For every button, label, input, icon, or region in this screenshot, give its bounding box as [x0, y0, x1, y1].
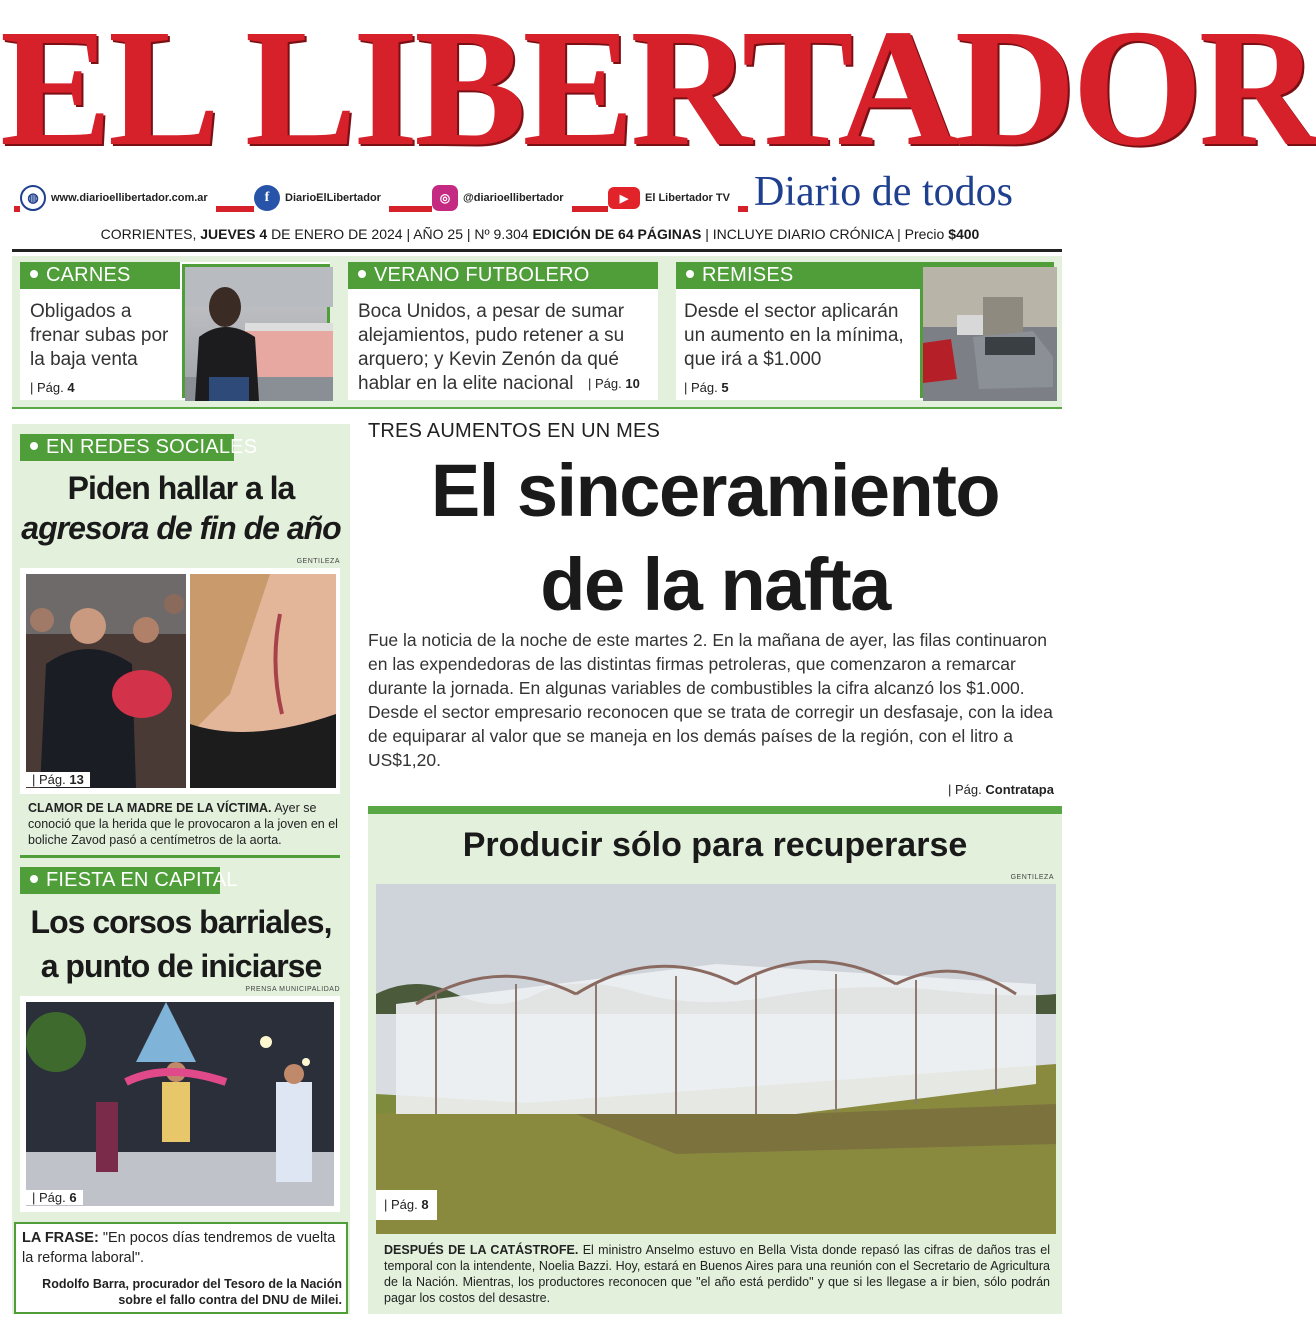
caption-lead: CLAMOR DE LA MADRE DE LA VÍCTIMA.: [28, 801, 272, 815]
masthead-title: EL LIBERTADOR: [0, 0, 1316, 181]
carnival-story-headline-line1: Los corsos barriales,: [30, 904, 332, 940]
left-divider: [20, 855, 340, 858]
carnival-scene: [26, 1002, 334, 1206]
social-instagram-label: @diarioellibertador: [463, 192, 564, 204]
greenhouse-scene: [376, 884, 1056, 1234]
carnival-story-headline[interactable]: [12, 900, 350, 988]
teaser-tag: CARNES: [20, 262, 180, 289]
photo-credit: PRENSA MUNICIPALIDAD: [245, 986, 340, 993]
social-story-photo-frame: [20, 568, 340, 794]
carnival-story-headline-line2: a punto de iniciarse: [40, 948, 322, 984]
photo-crowd: [26, 574, 186, 788]
carnival-story-page: | Pág. 6: [26, 1190, 83, 1205]
tag-fiesta-en-capital: FIESTA EN CAPITAL: [20, 867, 220, 894]
teaser-page: | Pág. 5: [684, 380, 729, 395]
social-youtube-label: El Libertador TV: [645, 192, 730, 204]
street-scene: [923, 267, 1057, 401]
masthead-tagline: Diario de todos: [754, 169, 1013, 215]
quote-body: "En pocos días tendremos de vuelta la reforma laboral".: [22, 1230, 336, 1266]
quote-text: [22, 1228, 340, 1268]
social-web-label: www.diarioellibertador.com.ar: [51, 192, 208, 204]
facebook-icon: f: [254, 185, 280, 211]
crowd-scene: [26, 574, 186, 788]
social-story-page: | Pág. 13: [26, 772, 90, 787]
teaser-carnes[interactable]: [20, 262, 330, 400]
social-story-headline[interactable]: [12, 468, 350, 548]
second-story-caption: [384, 1242, 1050, 1306]
dateline-city: CORRIENTES,: [100, 226, 197, 242]
dateline-date: DE ENERO DE 2024 | AÑO 25 | Nº 9.304: [271, 226, 529, 242]
caption-lead: DESPUÉS DE LA CATÁSTROFE.: [384, 1243, 579, 1257]
main-body: Fue la noticia de la noche de este martes 2. En la mañana de ayer, las filas continuaron en las expendedoras de las distintas firmas petroleras, que comenzaron a remarcar durante la jornada. En algunas variables de combustibles la cifra alcanzó los $1.000. Desde el sector empresario reconocen que se trata de corregir un desfasaje, con la idea de equiparar al valor que se maneja en los demás países de la región, con el litro a US$1,20.: [368, 630, 1053, 770]
main-page: | Pág. Contratapa: [948, 782, 1054, 797]
quote-author: Rodolfo Barra, procurador del Tesoro de la Nación sobre el fallo contra del DNU de Milei.: [42, 1277, 342, 1307]
tag-en-redes-sociales: EN REDES SOCIALES: [20, 434, 234, 461]
main-headline-line2: de la nafta: [540, 543, 890, 626]
globe-icon: ◍: [20, 185, 46, 211]
caption-body: Ayer se conoció que la herida que le provocaron a la joven en el boliche Zavod pasó a centímetros de la aorta.: [28, 801, 338, 847]
main-headline-line1: El sinceramiento: [430, 449, 1000, 532]
teaser-photo-street: [920, 264, 1054, 398]
social-web[interactable]: [20, 184, 216, 212]
photo-credit: GENTILEZA: [296, 558, 340, 565]
dateline-price: $400: [948, 226, 980, 242]
main-headline[interactable]: [368, 444, 1062, 632]
teaser-text: Desde el sector aplicarán un aumento en la mínima, que irá a $1.000: [684, 301, 904, 370]
quote-label: LA FRASE:: [22, 1230, 99, 1246]
social-facebook-label: DiarioElLibertador: [285, 192, 381, 204]
dateline-day: 4: [259, 226, 268, 242]
teaser-page: | Pág. 4: [30, 380, 75, 395]
social-instagram[interactable]: [432, 184, 572, 212]
social-story-headline-line2: agresora de fin de año: [21, 510, 341, 546]
social-facebook[interactable]: [254, 184, 389, 212]
social-youtube[interactable]: [608, 184, 738, 212]
teaser-remises[interactable]: [676, 262, 1054, 400]
wound-closeup: [190, 574, 336, 788]
second-story-page: | Pág. 8: [376, 1190, 437, 1220]
teaser-verano-futbolero[interactable]: [348, 262, 658, 400]
butcher-scene: [185, 267, 333, 401]
caption-body: El ministro Anselmo estuvo en Bella Vista donde repasó las cifras de daños tras el temporal con la intendente, Noelia Bazzi. Hoy, estará en Buenos Aires para una reunión con el Secretario de Agricultura de la Nación. Mientras, los productores reconocen que "el año está perdido" y que si les llegase a ir bien, sólo podrán pagar los costos del desastre.: [384, 1243, 1050, 1305]
header-rule: [12, 249, 1062, 252]
instagram-icon: ◎: [432, 185, 458, 211]
teaser-tag: REMISES: [676, 262, 1054, 289]
photo-greenhouse: [376, 884, 1056, 1234]
dateline: [0, 226, 1080, 242]
dateline-weekday: JUEVES: [200, 226, 256, 242]
photo-carnival: [26, 1002, 334, 1206]
photo-credit: GENTILEZA: [1010, 874, 1054, 881]
social-story-caption: [28, 800, 340, 848]
teaser-page: | Pág. 10: [588, 376, 640, 391]
youtube-icon: ▶: [608, 187, 640, 209]
social-story-headline-line1: Piden hallar a la: [67, 470, 295, 506]
carnival-photo-frame: [20, 996, 340, 1212]
quote-box: [14, 1222, 348, 1314]
teaser-text: Boca Unidos, a pesar de sumar alejamientos, pudo retener a su arquero; y Kevin Zenón da qué hablar en la elite nacional: [358, 301, 625, 394]
photo-wound: [190, 574, 336, 788]
teaser-photo-butcher: [182, 264, 330, 398]
dateline-edition: EDICIÓN DE 64 PÁGINAS: [532, 226, 702, 242]
teaser-tag: VERANO FUTBOLERO: [348, 262, 658, 289]
main-kicker: TRES AUMENTOS EN UN MES: [368, 420, 661, 442]
second-story-headline[interactable]: Producir sólo para recuperarse: [462, 826, 968, 864]
dateline-includes: | INCLUYE DIARIO CRÓNICA | Precio: [705, 226, 945, 242]
teaser-text: Obligados a frenar subas por la baja venta: [30, 301, 169, 370]
